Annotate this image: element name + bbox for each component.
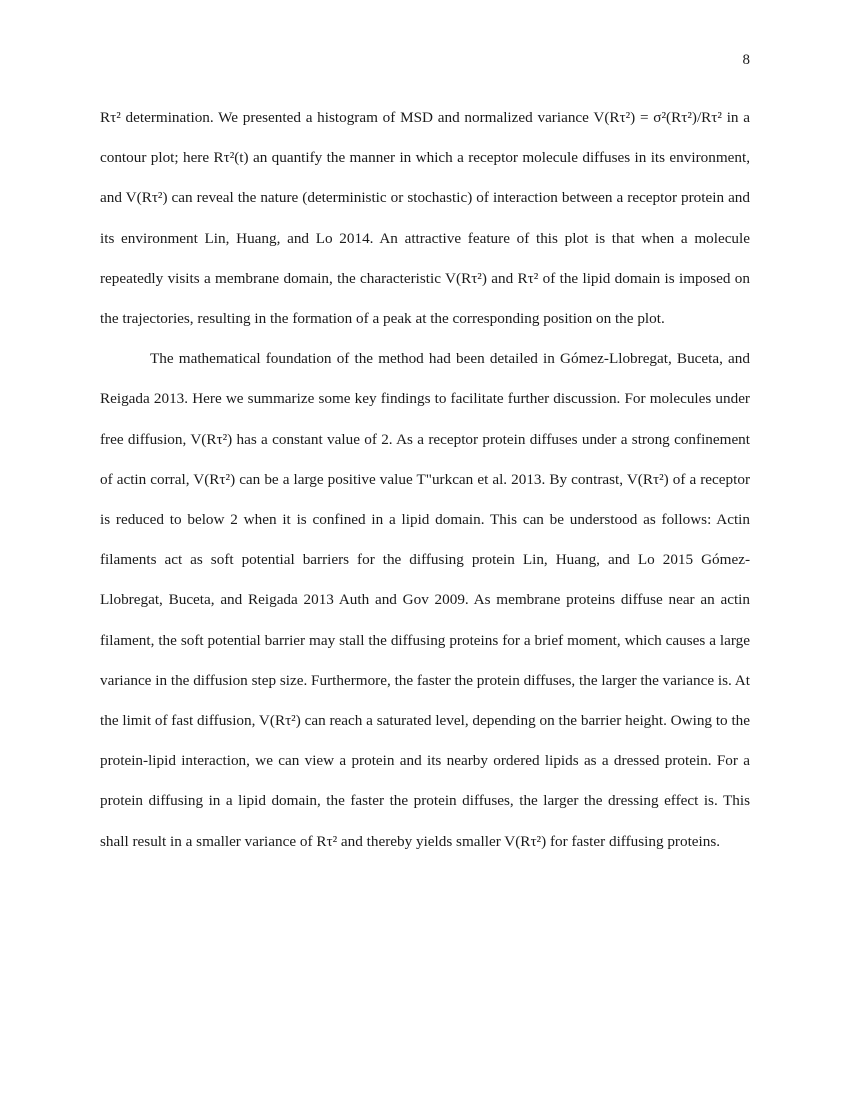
body-text	[100, 98, 750, 862]
paragraph: Rτ² determination. We presented a histogram of MSD and normalized variance V(Rτ²) = σ²(Rτ²)/Rτ² in a contour plot; here Rτ²(t) an quantify the manner in which a receptor molecule diffuses in its environment, and V(Rτ²) can reveal the nature (deterministic or stochastic) of interaction between a receptor protein and its environment Lin, Huang, and Lo 2014. An attractive feature of this plot is that when a molecule repeatedly visits a membrane domain, the characteristic V(Rτ²) and Rτ² of the lipid domain is imposed on the trajectories, resulting in the formation of a peak at the corresponding position on the plot.	[100, 109, 750, 328]
paragraph: The mathematical foundation of the method had been detailed in Gómez-Llobregat, Buceta, and Reigada 2013. Here we summarize some key findings to facilitate further discussion. For molecules under free diffusion, V(Rτ²) has a constant value of 2. As a receptor protein diffuses under a strong confinement of actin corral, V(Rτ²) can be a large positive value T"urkcan et al. 2013. By contrast, V(Rτ²) of a receptor is reduced to below 2 when it is confined in a lipid domain. This can be understood as follows: Actin filaments act as soft potential barriers for the diffusing protein Lin, Huang, and Lo 2015 Gómez-Llobregat, Buceta, and Reigada 2013 Auth and Gov 2009. As membrane proteins diffuse near an actin filament, the soft potential barrier may stall the diffusing proteins for a brief moment, which causes a large variance in the diffusion step size. Furthermore, the faster the protein diffuses, the larger the variance is. At the limit of fast diffusion, V(Rτ²) can reach a saturated level, depending on the barrier height. Owing to the protein-lipid interaction, we can view a protein and its nearby ordered lipids as a dressed protein. For a protein diffusing in a lipid domain, the faster the protein diffuses, the larger the dressing effect is. This shall result in a smaller variance of Rτ² and thereby yields smaller V(Rτ²) for faster diffusing proteins.	[100, 350, 750, 850]
page-number: 8	[742, 52, 750, 68]
